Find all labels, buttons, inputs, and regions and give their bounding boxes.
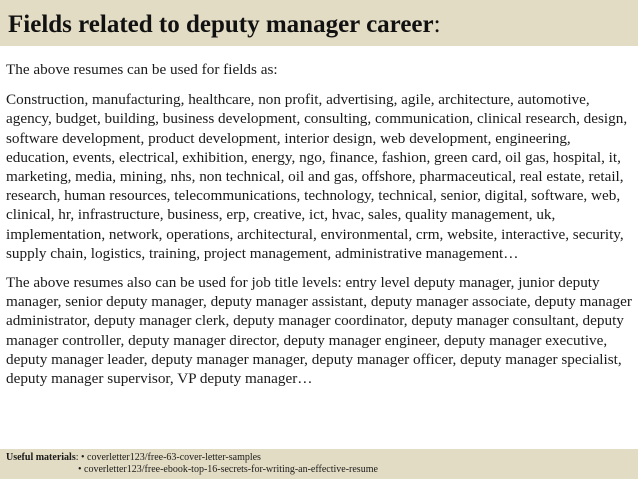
page-title-colon: : <box>433 11 441 38</box>
footer-link-ebook-resume-secrets[interactable]: • coverletter123/free-ebook-top-16-secrets-for-writing-an-effective-resume <box>78 464 378 475</box>
main-content <box>6 60 632 388</box>
footer-separator: : <box>75 452 81 463</box>
job-levels-paragraph: The above resumes also can be used for job title levels: entry level deputy manager, junior deputy manager, senior deputy manager, deputy manager assistant, deputy manager associate, deputy manager administrator, deputy manager clerk, deputy manager coordinator, deputy manager consultant, deputy manager controller, deputy manager director, deputy manager engineer, deputy manager executive, deputy manager leader, deputy manager manager, deputy manager officer, deputy manager specialist, deputy manager supervisor, VP deputy manager… <box>6 274 632 388</box>
fields-paragraph: Construction, manufacturing, healthcare, non profit, advertising, agile, architecture, automotive, agency, budget, building, business development, consulting, communication, clinical research, design, software development, product development, interior design, web development, engineering, education, events, electrical, exhibition, energy, ngo, finance, fashion, green card, oil gas, hospital, it, marketing, media, mining, nhs, non technical, oil and gas, offshore, pharmaceutical, real estate, retail, research, human resources, telecommunications, technology, technical, senior, digital, software, web, clinical, hr, infrastructure, business, erp, creative, ict, hvac, sales, quality management, uk, implementation, network, operations, architectural, environmental, crm, website, interactive, security, supply chain, logistics, training, project management, administrative management… <box>6 91 628 262</box>
footer-useful-materials <box>0 449 638 479</box>
page-title <box>8 11 638 39</box>
page-title-text: Fields related to deputy manager career <box>8 11 434 38</box>
footer-link-cover-letter-samples[interactable]: • coverletter123/free-63-cover-letter-samples <box>81 452 261 463</box>
footer-label: Useful materials <box>6 452 76 463</box>
intro-text: The above resumes can be used for fields as: <box>6 61 278 78</box>
footer-row-2 <box>6 464 638 476</box>
title-bar <box>0 0 638 46</box>
footer-row-1 <box>6 452 638 464</box>
